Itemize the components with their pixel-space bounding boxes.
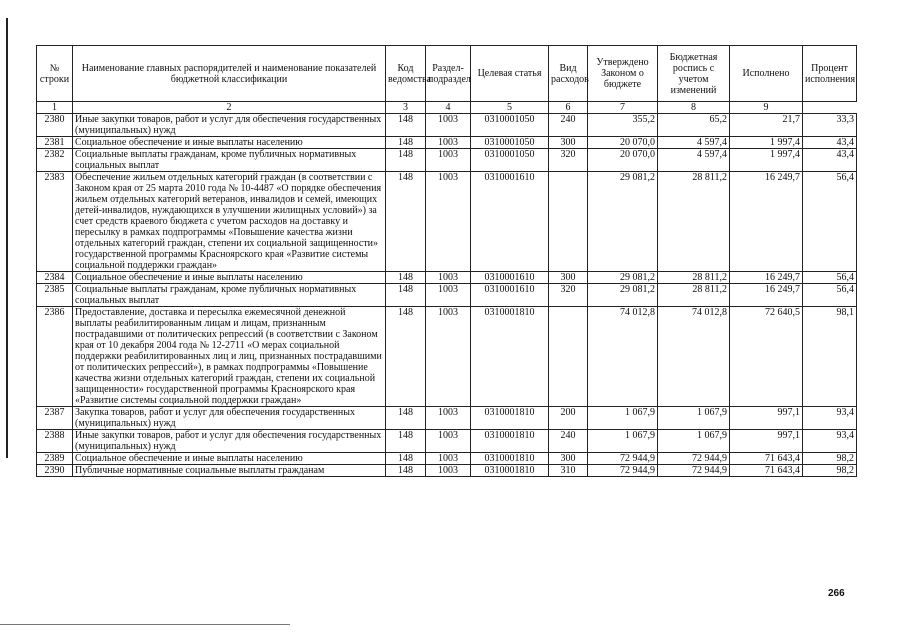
target-cell: 0310001050: [471, 137, 549, 149]
exp-type-cell: 240: [549, 114, 588, 137]
percent-cell: 93,4: [803, 430, 857, 453]
section-cell: 1003: [426, 137, 471, 149]
approved-cell: 29 081,2: [588, 284, 658, 307]
dept-code-cell: 148: [386, 407, 426, 430]
row-name-cell: Социальные выплаты гражданам, кроме публичных нормативных социальных выплат: [73, 149, 386, 172]
dept-code-cell: 148: [386, 137, 426, 149]
approved-cell: 1 067,9: [588, 430, 658, 453]
row-name-cell: Социальное обеспечение и иные выплаты населению: [73, 272, 386, 284]
target-cell: 0310001810: [471, 453, 549, 465]
section-cell: 1003: [426, 172, 471, 272]
dept-code-cell: 148: [386, 149, 426, 172]
schedule-cell: 4 597,4: [658, 137, 730, 149]
dept-code-cell: 148: [386, 272, 426, 284]
header-section: Раздел-подраздел: [426, 46, 471, 102]
schedule-cell: 74 012,8: [658, 307, 730, 407]
target-cell: 0310001050: [471, 149, 549, 172]
exp-type-cell: 200: [549, 407, 588, 430]
executed-cell: 1 997,4: [730, 149, 803, 172]
header-target: Целевая статья: [471, 46, 549, 102]
row-name-cell: Социальное обеспечение и иные выплаты населению: [73, 137, 386, 149]
section-cell: 1003: [426, 272, 471, 284]
executed-cell: 21,7: [730, 114, 803, 137]
table-row: [37, 172, 857, 272]
header-approved: Утверждено Законом о бюджете: [588, 46, 658, 102]
exp-type-cell: 240: [549, 430, 588, 453]
approved-cell: 72 944,9: [588, 465, 658, 477]
table-row: [37, 407, 857, 430]
section-cell: 1003: [426, 149, 471, 172]
row-number-cell: 2384: [37, 272, 73, 284]
dept-code-cell: 148: [386, 307, 426, 407]
row-name-cell: Публичные нормативные социальные выплаты гражданам: [73, 465, 386, 477]
column-number: 9: [730, 102, 803, 114]
dept-code-cell: 148: [386, 453, 426, 465]
table-row: [37, 430, 857, 453]
schedule-cell: 1 067,9: [658, 430, 730, 453]
column-number: 5: [471, 102, 549, 114]
executed-cell: 71 643,4: [730, 453, 803, 465]
percent-cell: 98,1: [803, 307, 857, 407]
dept-code-cell: 148: [386, 172, 426, 272]
row-number-cell: 2382: [37, 149, 73, 172]
exp-type-cell: [549, 307, 588, 407]
executed-cell: 16 249,7: [730, 172, 803, 272]
percent-cell: 56,4: [803, 172, 857, 272]
table-row: [37, 284, 857, 307]
row-name-cell: Иные закупки товаров, работ и услуг для обеспечения государственных (муниципальных) нужд: [73, 114, 386, 137]
schedule-cell: 1 067,9: [658, 407, 730, 430]
percent-cell: 56,4: [803, 284, 857, 307]
dept-code-cell: 148: [386, 430, 426, 453]
column-number-row: [37, 102, 857, 114]
target-cell: 0310001810: [471, 430, 549, 453]
target-cell: 0310001810: [471, 407, 549, 430]
percent-cell: 98,2: [803, 465, 857, 477]
column-number: 3: [386, 102, 426, 114]
schedule-cell: 65,2: [658, 114, 730, 137]
exp-type-cell: 300: [549, 453, 588, 465]
approved-cell: 355,2: [588, 114, 658, 137]
section-cell: 1003: [426, 453, 471, 465]
approved-cell: 72 944,9: [588, 453, 658, 465]
executed-cell: 72 640,5: [730, 307, 803, 407]
table-row: [37, 307, 857, 407]
exp-type-cell: [549, 172, 588, 272]
header-row-num: № строки: [37, 46, 73, 102]
table-row: [37, 149, 857, 172]
header-schedule: Бюджетная роспись с учетом изменений: [658, 46, 730, 102]
section-cell: 1003: [426, 430, 471, 453]
dept-code-cell: 148: [386, 465, 426, 477]
table-row: [37, 272, 857, 284]
row-number-cell: 2385: [37, 284, 73, 307]
percent-cell: 33,3: [803, 114, 857, 137]
approved-cell: 29 081,2: [588, 272, 658, 284]
executed-cell: 16 249,7: [730, 284, 803, 307]
schedule-cell: 28 811,2: [658, 272, 730, 284]
approved-cell: 74 012,8: [588, 307, 658, 407]
executed-cell: 16 249,7: [730, 272, 803, 284]
target-cell: 0310001050: [471, 114, 549, 137]
approved-cell: 29 081,2: [588, 172, 658, 272]
executed-cell: 997,1: [730, 407, 803, 430]
schedule-cell: 28 811,2: [658, 284, 730, 307]
executed-cell: 1 997,4: [730, 137, 803, 149]
header-exp-type: Вид расходов: [549, 46, 588, 102]
approved-cell: 20 070,0: [588, 149, 658, 172]
column-number: 7: [588, 102, 658, 114]
target-cell: 0310001610: [471, 284, 549, 307]
page-number: 266: [828, 588, 845, 599]
percent-cell: 98,2: [803, 453, 857, 465]
section-cell: 1003: [426, 407, 471, 430]
schedule-cell: 72 944,9: [658, 453, 730, 465]
target-cell: 0310001810: [471, 465, 549, 477]
schedule-cell: 28 811,2: [658, 172, 730, 272]
schedule-cell: 72 944,9: [658, 465, 730, 477]
row-number-cell: 2388: [37, 430, 73, 453]
percent-cell: 93,4: [803, 407, 857, 430]
row-number-cell: 2386: [37, 307, 73, 407]
dept-code-cell: 148: [386, 114, 426, 137]
exp-type-cell: 320: [549, 284, 588, 307]
header-percent: Процент исполнения: [803, 46, 857, 102]
approved-cell: 1 067,9: [588, 407, 658, 430]
table-row: [37, 137, 857, 149]
section-cell: 1003: [426, 284, 471, 307]
section-cell: 1003: [426, 465, 471, 477]
exp-type-cell: 320: [549, 149, 588, 172]
table-row: [37, 465, 857, 477]
header-row: [37, 46, 857, 102]
row-number-cell: 2380: [37, 114, 73, 137]
table-row: [37, 453, 857, 465]
row-number-cell: 2390: [37, 465, 73, 477]
row-number-cell: 2381: [37, 137, 73, 149]
row-name-cell: Социальные выплаты гражданам, кроме публичных нормативных социальных выплат: [73, 284, 386, 307]
percent-cell: 56,4: [803, 272, 857, 284]
dept-code-cell: 148: [386, 284, 426, 307]
row-name-cell: Иные закупки товаров, работ и услуг для обеспечения государственных (муниципальных) нужд: [73, 430, 386, 453]
row-number-cell: 2383: [37, 172, 73, 272]
executed-cell: 71 643,4: [730, 465, 803, 477]
section-cell: 1003: [426, 114, 471, 137]
target-cell: 0310001610: [471, 272, 549, 284]
row-name-cell: Обеспечение жильем отдельных категорий граждан (в соответствии с Законом края от 25 марта 2010 года № 10-4487 «О порядке обеспечения жильем отдельных категорий ветеранов, инвалидов и семей, имеющих детей-инвалидов, нуждающихся в улучшении жилищных условий») за счет средств краевого бюджета с учетом расходов на доставку и пересылку в рамках подпрограммы «Повышение качества жизни отдельных категорий граждан, степени их социальной защищенности» государственной программы Красноярского края «Развитие системы социальной поддержки граждан»: [73, 172, 386, 272]
schedule-cell: 4 597,4: [658, 149, 730, 172]
table-body: [37, 114, 857, 477]
executed-cell: 997,1: [730, 430, 803, 453]
target-cell: 0310001610: [471, 172, 549, 272]
column-number: 1: [37, 102, 73, 114]
exp-type-cell: 310: [549, 465, 588, 477]
page-edge-bar: [6, 18, 8, 458]
section-cell: 1003: [426, 307, 471, 407]
column-number: 8: [658, 102, 730, 114]
column-number: 4: [426, 102, 471, 114]
exp-type-cell: 300: [549, 272, 588, 284]
target-cell: 0310001810: [471, 307, 549, 407]
row-name-cell: Закупка товаров, работ и услуг для обеспечения государственных (муниципальных) нужд: [73, 407, 386, 430]
row-number-cell: 2387: [37, 407, 73, 430]
header-name: Наименование главных распорядителей и наименование показателей бюджетной классификации: [73, 46, 386, 102]
row-name-cell: Социальное обеспечение и иные выплаты населению: [73, 453, 386, 465]
approved-cell: 20 070,0: [588, 137, 658, 149]
table-row: [37, 114, 857, 137]
row-name-cell: Предоставление, доставка и пересылка ежемесячной денежной выплаты реабилитированным лицам и лицам, признанным пострадавшими от политических репрессий (в соответствии с Законом края от 10 декабря 2004 года № 12-2711 «О мерах социальной поддержки реабилитированных лиц и лиц, признанных пострадавшими от политических репрессий»), в рамках подпрограммы «Повышение качества жизни отдельных категорий граждан, степени их социальной защищенности» государственной программы Красноярского края «Развитие системы социальной поддержки граждан»: [73, 307, 386, 407]
row-number-cell: 2389: [37, 453, 73, 465]
percent-cell: 43,4: [803, 137, 857, 149]
budget-table: [36, 45, 857, 477]
percent-cell: 43,4: [803, 149, 857, 172]
column-number: 6: [549, 102, 588, 114]
header-executed: Исполнено: [730, 46, 803, 102]
footer-divider: [0, 624, 290, 625]
exp-type-cell: 300: [549, 137, 588, 149]
column-number: 2: [73, 102, 386, 114]
header-dept-code: Код ведомства: [386, 46, 426, 102]
